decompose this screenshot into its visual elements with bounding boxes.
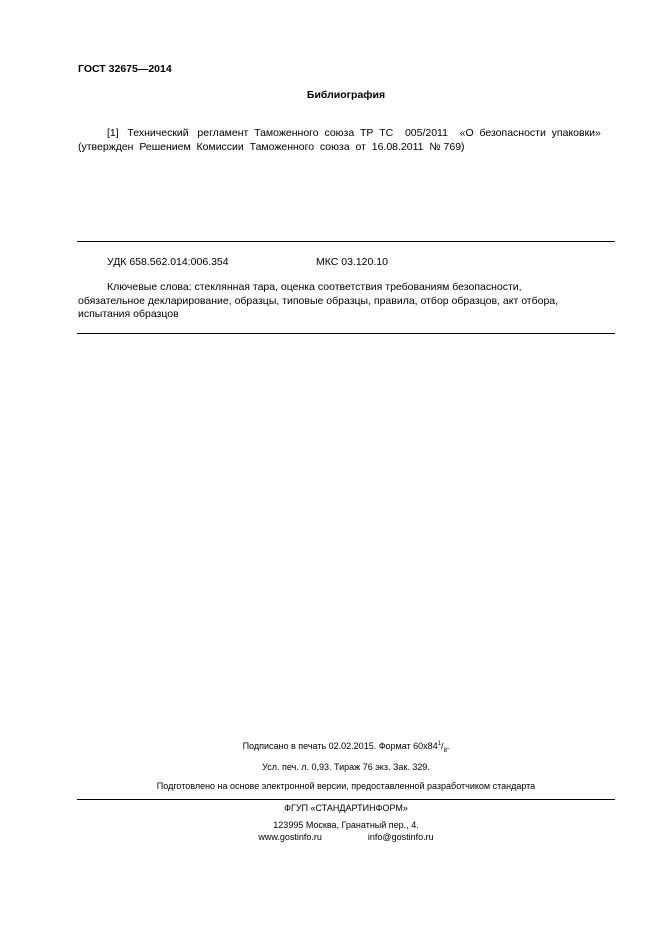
keywords-line3: испытания образцов xyxy=(78,308,179,320)
bibliography-entry-1 xyxy=(78,126,615,154)
document-code: ГОСТ 32675—2014 xyxy=(78,63,172,75)
udk-code: УДК 658.562.014:006.354 xyxy=(107,256,229,268)
bibliography-entry-1-line1: [1] Технический регламент Таможенного союза ТР ТС 005/2011 «О безопасности упаковки» xyxy=(107,127,601,139)
imprint-print-info: Усл. печ. л. 0,93. Тираж 76 экз. Зак. 329. xyxy=(262,762,430,772)
keywords-line1: Ключевые слова: стеклянная тара, оценка соответствия требованиям безопасности, xyxy=(107,281,522,293)
imprint-signed-text: Подписано в печать 02.02.2015. Формат 60x84 xyxy=(242,741,438,751)
imprint-contacts xyxy=(0,832,661,842)
keywords-block xyxy=(78,281,615,322)
keywords-line2: обязательное декларирование, образцы, типовые образцы, правила, отбор образцов, акт отбора, xyxy=(78,294,559,307)
imprint-publisher: ФГУП «СТАНДАРТИНФОРМ» xyxy=(284,803,408,813)
website-link[interactable]: www.gostinfo.ru xyxy=(258,832,322,842)
divider-top xyxy=(77,241,615,242)
mks-code: МКС 03.120.10 xyxy=(316,256,388,268)
imprint-prepared: Подготовлено на основе электронной версии, предоставленной разработчиком стандарта xyxy=(156,781,536,791)
bibliography-title: Библиография xyxy=(306,89,386,101)
format-sub: 8 xyxy=(443,747,447,754)
imprint-address: 123995 Москва, Гранатный пер., 4. xyxy=(273,820,419,830)
format-end: . xyxy=(446,741,450,751)
divider-keywords xyxy=(77,333,615,334)
bibliography-entry-1-line2: (утвержден Решением Комиссии Таможенного союза от 16.08.2011 № 769) xyxy=(78,141,465,153)
email-link[interactable]: info@gostinfo.ru xyxy=(367,832,434,842)
divider-imprint xyxy=(77,799,615,800)
format-sup: 1 xyxy=(437,741,442,747)
imprint-signed: Подписано в печать 02.02.2015. Формат $60x84^1/_8$. xyxy=(242,741,450,754)
